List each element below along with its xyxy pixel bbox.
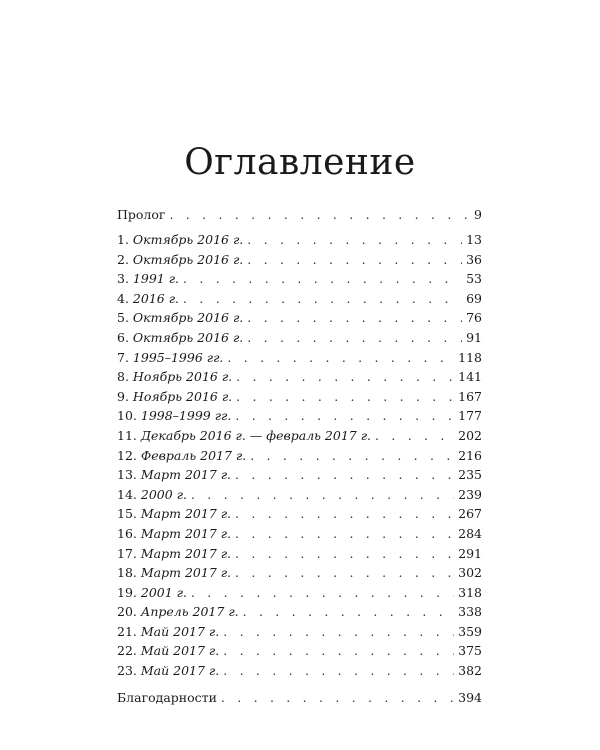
chapter-label: Март 2017 г. [140, 467, 232, 483]
toc-entry-acknowledgements[interactable] [117, 687, 482, 709]
chapter-label: 2001 г. [140, 584, 187, 600]
chapter-number: 21. [117, 623, 137, 639]
dot-leader [227, 348, 454, 368]
chapter-label: Октябрь 2016 г. [132, 329, 244, 345]
dot-leader [243, 602, 455, 622]
toc-page-number: 13 [466, 232, 482, 247]
toc-entry-chapter[interactable] [117, 387, 482, 407]
dot-leader [247, 230, 462, 250]
chapter-label: Октябрь 2016 г. [132, 251, 244, 267]
chapter-label: Декабрь 2016 г. — февраль 2017 г. [140, 427, 372, 443]
dot-leader [236, 387, 454, 407]
toc-page-number: 216 [458, 447, 482, 463]
toc-entry-chapter[interactable] [117, 465, 482, 485]
chapter-label: 1998–1999 гг. [140, 408, 232, 424]
toc-entry-chapter[interactable] [117, 426, 482, 446]
toc-page-number: 239 [458, 486, 482, 502]
chapter-number: 19. [117, 584, 137, 600]
toc-entry-chapter[interactable] [117, 641, 482, 661]
chapter-label: Март 2017 г. [140, 545, 232, 561]
toc-entry-chapter[interactable] [117, 622, 482, 642]
chapter-label: 2016 г. [132, 290, 179, 306]
chapter-label: Апрель 2017 г. [140, 604, 239, 620]
chapter-number: 13. [117, 467, 137, 483]
toc-entry-chapter[interactable] [117, 289, 482, 309]
toc-entry-label: Благодарности [117, 689, 217, 705]
chapter-number: 11. [117, 427, 137, 443]
dot-leader [169, 204, 470, 226]
dot-leader [235, 504, 454, 524]
toc-entry-chapter[interactable] [117, 269, 482, 289]
toc-page-number: 177 [458, 408, 482, 424]
toc-page-number: 167 [458, 388, 482, 404]
dot-leader [191, 583, 454, 603]
page-title: Оглавление [184, 142, 416, 183]
dot-leader [235, 563, 454, 583]
chapter-label: Ноябрь 2016 г. [132, 388, 233, 404]
toc-page-number: 302 [458, 565, 482, 581]
toc-entry-chapter[interactable] [117, 308, 482, 328]
chapter-number: 16. [117, 525, 137, 541]
chapter-list [117, 230, 482, 681]
toc-page-number: 9 [474, 207, 482, 222]
chapter-number: 18. [117, 565, 137, 581]
dot-leader [221, 687, 454, 709]
chapter-number: 20. [117, 604, 137, 620]
dot-leader [235, 544, 454, 564]
chapter-number: 3. [117, 271, 129, 287]
toc-page-number: 382 [458, 663, 482, 679]
toc-page-number: 375 [458, 643, 482, 659]
toc-entry-chapter[interactable] [117, 230, 482, 250]
chapter-number: 10. [117, 408, 137, 424]
chapter-label: Март 2017 г. [140, 506, 232, 522]
toc-page-number: 318 [458, 584, 482, 600]
chapter-number: 8. [117, 369, 129, 385]
chapter-number: 6. [117, 329, 129, 345]
toc-entry-chapter[interactable] [117, 446, 482, 466]
chapter-label: 2000 г. [140, 486, 187, 502]
toc-page-number: 338 [458, 604, 482, 620]
dot-leader [235, 524, 454, 544]
toc-page-number: 291 [458, 545, 482, 561]
chapter-label: Май 2017 г. [140, 623, 220, 639]
toc-page-number: 118 [458, 349, 482, 365]
toc-page-number: 53 [466, 271, 482, 287]
toc-page-number: 76 [466, 310, 482, 326]
chapter-number: 15. [117, 506, 137, 522]
dot-leader [223, 661, 454, 681]
chapter-number: 1. [117, 232, 129, 247]
table-of-contents [117, 204, 482, 709]
toc-page-number: 202 [458, 427, 482, 443]
toc-entry-chapter[interactable] [117, 348, 482, 368]
toc-page-number: 359 [458, 623, 482, 639]
dot-leader [235, 406, 454, 426]
toc-entry-chapter[interactable] [117, 544, 482, 564]
dot-leader [183, 289, 462, 309]
toc-page-number: 394 [458, 689, 482, 705]
toc-entry-chapter[interactable] [117, 563, 482, 583]
dot-leader [247, 308, 462, 328]
toc-entry-label: Пролог [117, 207, 166, 222]
dot-leader [247, 250, 462, 270]
chapter-number: 2. [117, 251, 129, 267]
toc-page-number: 235 [458, 467, 482, 483]
chapter-number: 14. [117, 486, 137, 502]
chapter-label: Октябрь 2016 г. [132, 232, 244, 247]
chapter-label: Февраль 2017 г. [140, 447, 247, 463]
chapter-label: 1991 г. [132, 271, 179, 287]
toc-page-number: 284 [458, 525, 482, 541]
toc-entry-chapter[interactable] [117, 504, 482, 524]
toc-entry-prologue[interactable] [117, 204, 482, 226]
chapter-number: 5. [117, 310, 129, 326]
chapter-number: 7. [117, 349, 129, 365]
toc-page-number: 69 [466, 290, 482, 306]
chapter-label: Март 2017 г. [140, 565, 232, 581]
chapter-label: Октябрь 2016 г. [132, 310, 244, 326]
toc-entry-chapter[interactable] [117, 406, 482, 426]
toc-entry-chapter[interactable] [117, 328, 482, 348]
dot-leader [223, 641, 454, 661]
toc-entry-chapter[interactable] [117, 583, 482, 603]
toc-page-number: 141 [458, 369, 482, 385]
dot-leader [247, 328, 462, 348]
chapter-number: 22. [117, 643, 137, 659]
toc-entry-chapter[interactable] [117, 661, 482, 681]
chapter-label: Март 2017 г. [140, 525, 232, 541]
chapter-number: 23. [117, 663, 137, 679]
chapter-number: 12. [117, 447, 137, 463]
dot-leader [191, 485, 454, 505]
chapter-number: 9. [117, 388, 129, 404]
chapter-label: 1995–1996 гг. [132, 349, 224, 365]
toc-entry-chapter[interactable] [117, 367, 482, 387]
toc-entry-chapter[interactable] [117, 250, 482, 270]
chapter-number: 17. [117, 545, 137, 561]
chapter-label: Ноябрь 2016 г. [132, 369, 233, 385]
toc-page-number: 267 [458, 506, 482, 522]
chapter-number: 4. [117, 290, 129, 306]
toc-page-number: 36 [466, 251, 482, 267]
dot-leader [236, 367, 454, 387]
chapter-label: Май 2017 г. [140, 643, 220, 659]
dot-leader [250, 446, 454, 466]
dot-leader [183, 269, 462, 289]
toc-entry-chapter[interactable] [117, 602, 482, 622]
toc-page-number: 91 [466, 329, 482, 345]
dot-leader [223, 622, 454, 642]
chapter-label: Май 2017 г. [140, 663, 220, 679]
dot-leader [375, 426, 454, 446]
toc-entry-chapter[interactable] [117, 485, 482, 505]
toc-entry-chapter[interactable] [117, 524, 482, 544]
dot-leader [235, 465, 454, 485]
